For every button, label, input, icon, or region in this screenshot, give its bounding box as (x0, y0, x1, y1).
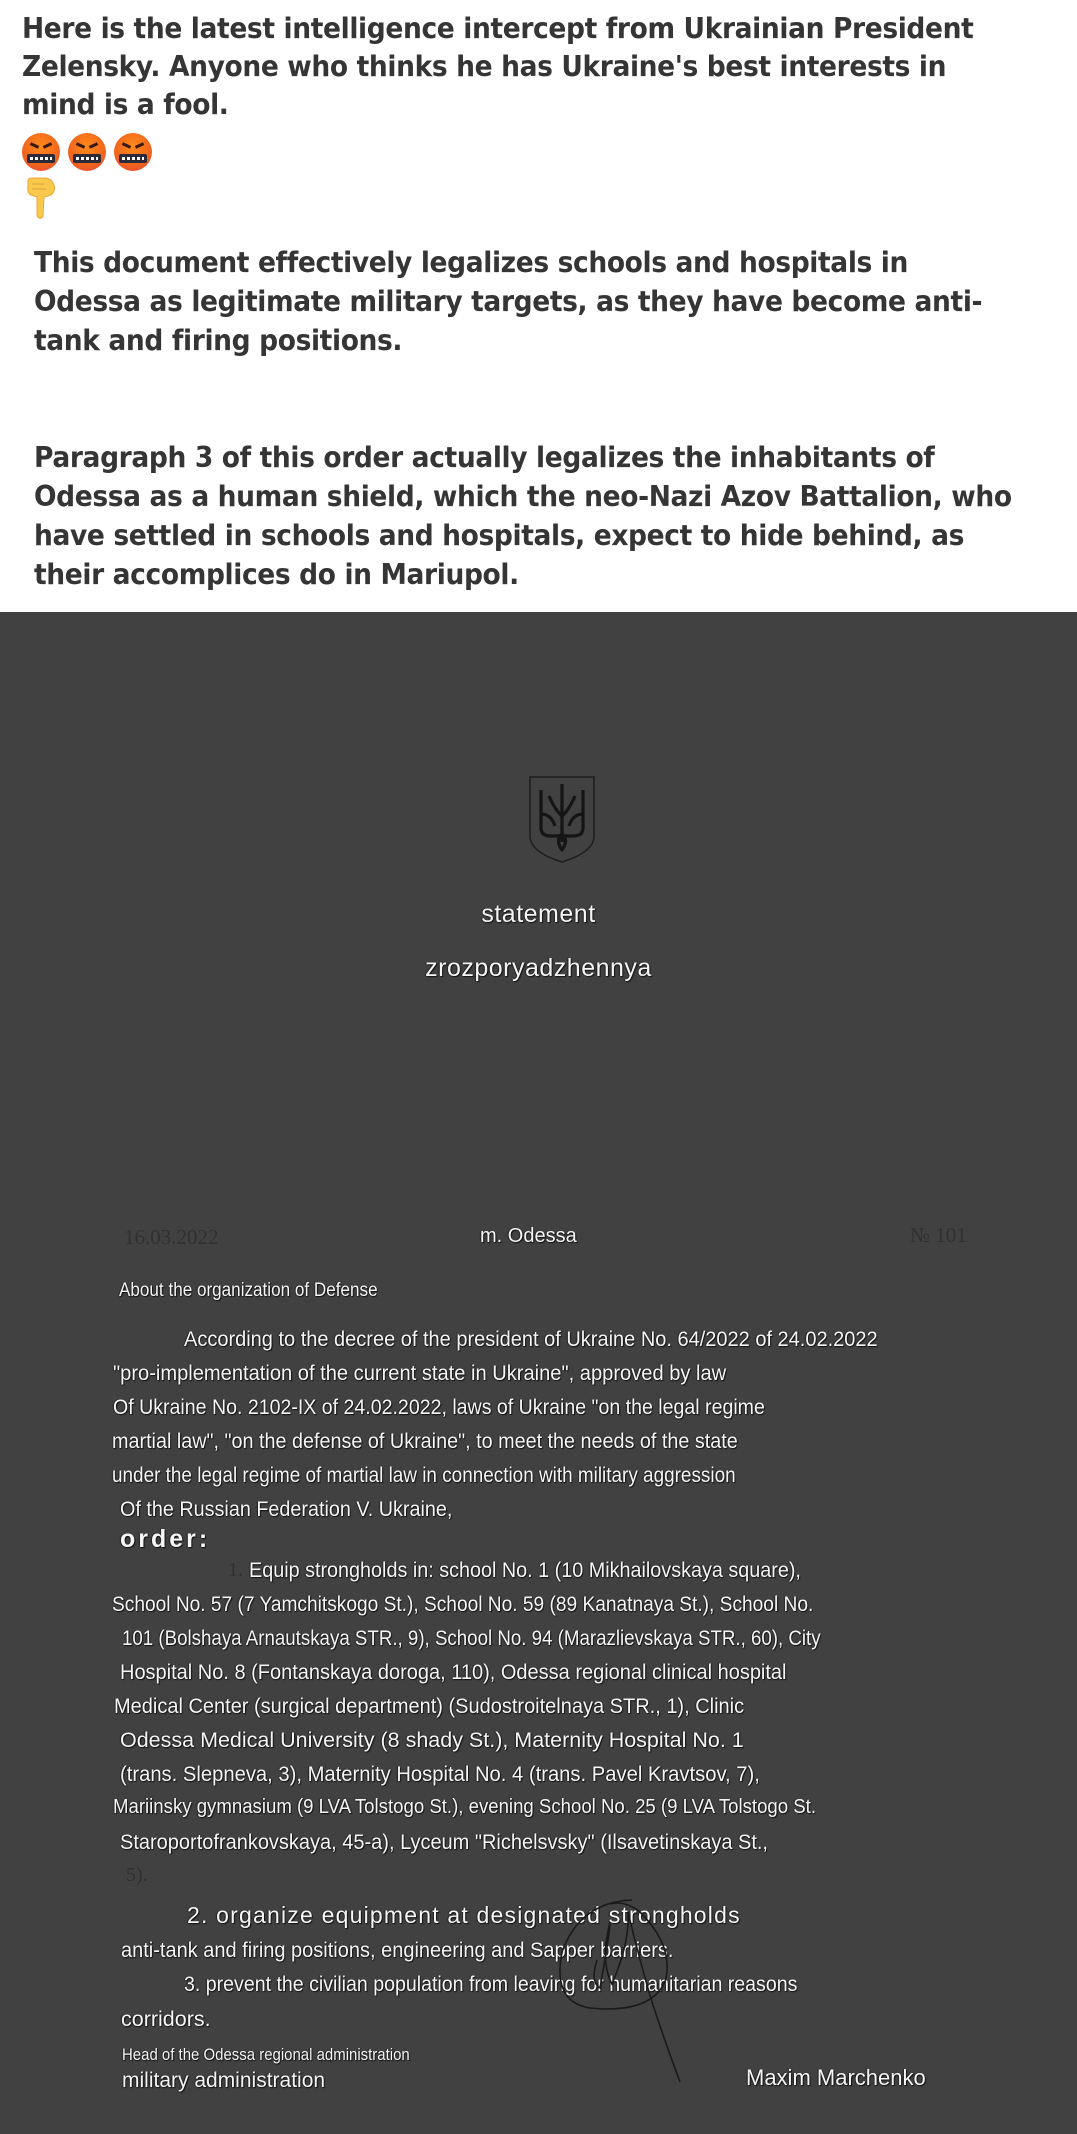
preamble-line: According to the decree of the president of Ukraine No. 64/2022 of 24.02.2022 (184, 1327, 878, 1351)
preamble-line: "pro-implementation of the current state in Ukraine", approved by law (113, 1361, 727, 1385)
preamble-line: Of Ukraine No. 2102-IX of 24.02.2022, laws of Ukraine "on the legal regime (113, 1395, 765, 1419)
item-1-line: School No. 57 (7 Yamchitskogo St.), School No. 59 (89 Kanatnaya St.), School No. (112, 1592, 814, 1616)
document-title: statement (481, 900, 596, 928)
item-1-line: (trans. Slepneva, 3), Maternity Hospital No. 4 (trans. Pavel Kravtsov, 7), (120, 1762, 760, 1786)
coat-of-arms-trident-icon (527, 774, 597, 864)
item-1-line: Odessa Medical University (8 shady St.), Maternity Hospital No. 1 (120, 1728, 744, 1752)
item-1-tail: 5). (126, 1864, 148, 1886)
document-image (0, 612, 1077, 2134)
item-1-line: Hospital No. 8 (Fontanskaya doroga, 110), Odessa regional clinical hospital (120, 1660, 787, 1684)
preamble-line: martial law", "on the defense of Ukraine", to meet the needs of the state (112, 1429, 738, 1453)
item-1-line: Staroportofrankovskaya, 45-a), Lyceum "Richelsvsky" (Ilsavetinskaya St., (120, 1830, 769, 1854)
item-2-line: anti-tank and firing positions, engineering and Sapper barriers. (121, 1938, 674, 1962)
angry-face-symbols-icon (22, 133, 60, 171)
preamble-line: under the legal regime of martial law in connection with military aggression (112, 1463, 736, 1487)
signatory-title-line-2: military administration (122, 2069, 326, 2092)
angry-face-symbols-icon (68, 133, 106, 171)
signatory-name: Maxim Marchenko (746, 2065, 926, 2090)
order-heading: order: (120, 1525, 211, 1553)
angry-face-symbols-icon (114, 133, 152, 171)
post-intro-text: Here is the latest intelligence intercept from Ukrainian President Zelensky. Anyone who thinks he has Ukraine's best interests in mind is a fool. (22, 12, 974, 121)
post-section (0, 0, 1077, 612)
item-1-number: 1. (228, 1559, 243, 1581)
emoji-row (22, 133, 152, 171)
item-2-line: 2. organize equipment at designated strongholds (187, 1902, 741, 1928)
signatory-title-line-1: Head of the Odessa regional administration (122, 2045, 410, 2064)
document-city: m. Odessa (480, 1225, 577, 1247)
backhand-pointing-down-icon (24, 177, 60, 219)
post-paragraph-2: Paragraph 3 of this order actually legalizes the inhabitants of Odessa as a human shield, which the neo-Nazi Azov Battalion, who have settled in schools and hospitals, expect to hide behind, as their accomplices do in Mariupol. (34, 441, 1012, 591)
item-1-line: Equip strongholds in: school No. 1 (10 Mikhailovskaya square), (249, 1558, 801, 1582)
handwritten-signature (540, 1892, 710, 2092)
item-1-line: Medical Center (surgical department) (Sudostroitelnaya STR., 1), Clinic (114, 1694, 745, 1718)
post-paragraph-1: This document effectively legalizes schools and hospitals in Odessa as legitimate military targets, as they have become anti-tank and firing positions. (34, 246, 983, 357)
item-1-line: Mariinsky gymnasium (9 LVA Tolstogo St.), evening School No. 25 (9 LVA Tolstogo St. (113, 1796, 817, 1818)
document-date: 16.03.2022 (124, 1225, 219, 1249)
document-meta-row (0, 1225, 1077, 1255)
item-3-line: corridors. (121, 2007, 211, 2031)
document-subject: About the organization of Defense (119, 1280, 378, 1301)
item-1-line: 101 (Bolshaya Arnautskaya STR., 9), School No. 94 (Marazlievskaya STR., 60), City (122, 1626, 821, 1650)
document-subtitle: zrozporyadzhennya (425, 954, 652, 982)
preamble-line: Of the Russian Federation V. Ukraine, (120, 1497, 453, 1521)
item-3-line: 3. prevent the civilian population from leaving for humanitarian reasons (184, 1972, 798, 1996)
document-number: № 101 (910, 1223, 967, 1247)
